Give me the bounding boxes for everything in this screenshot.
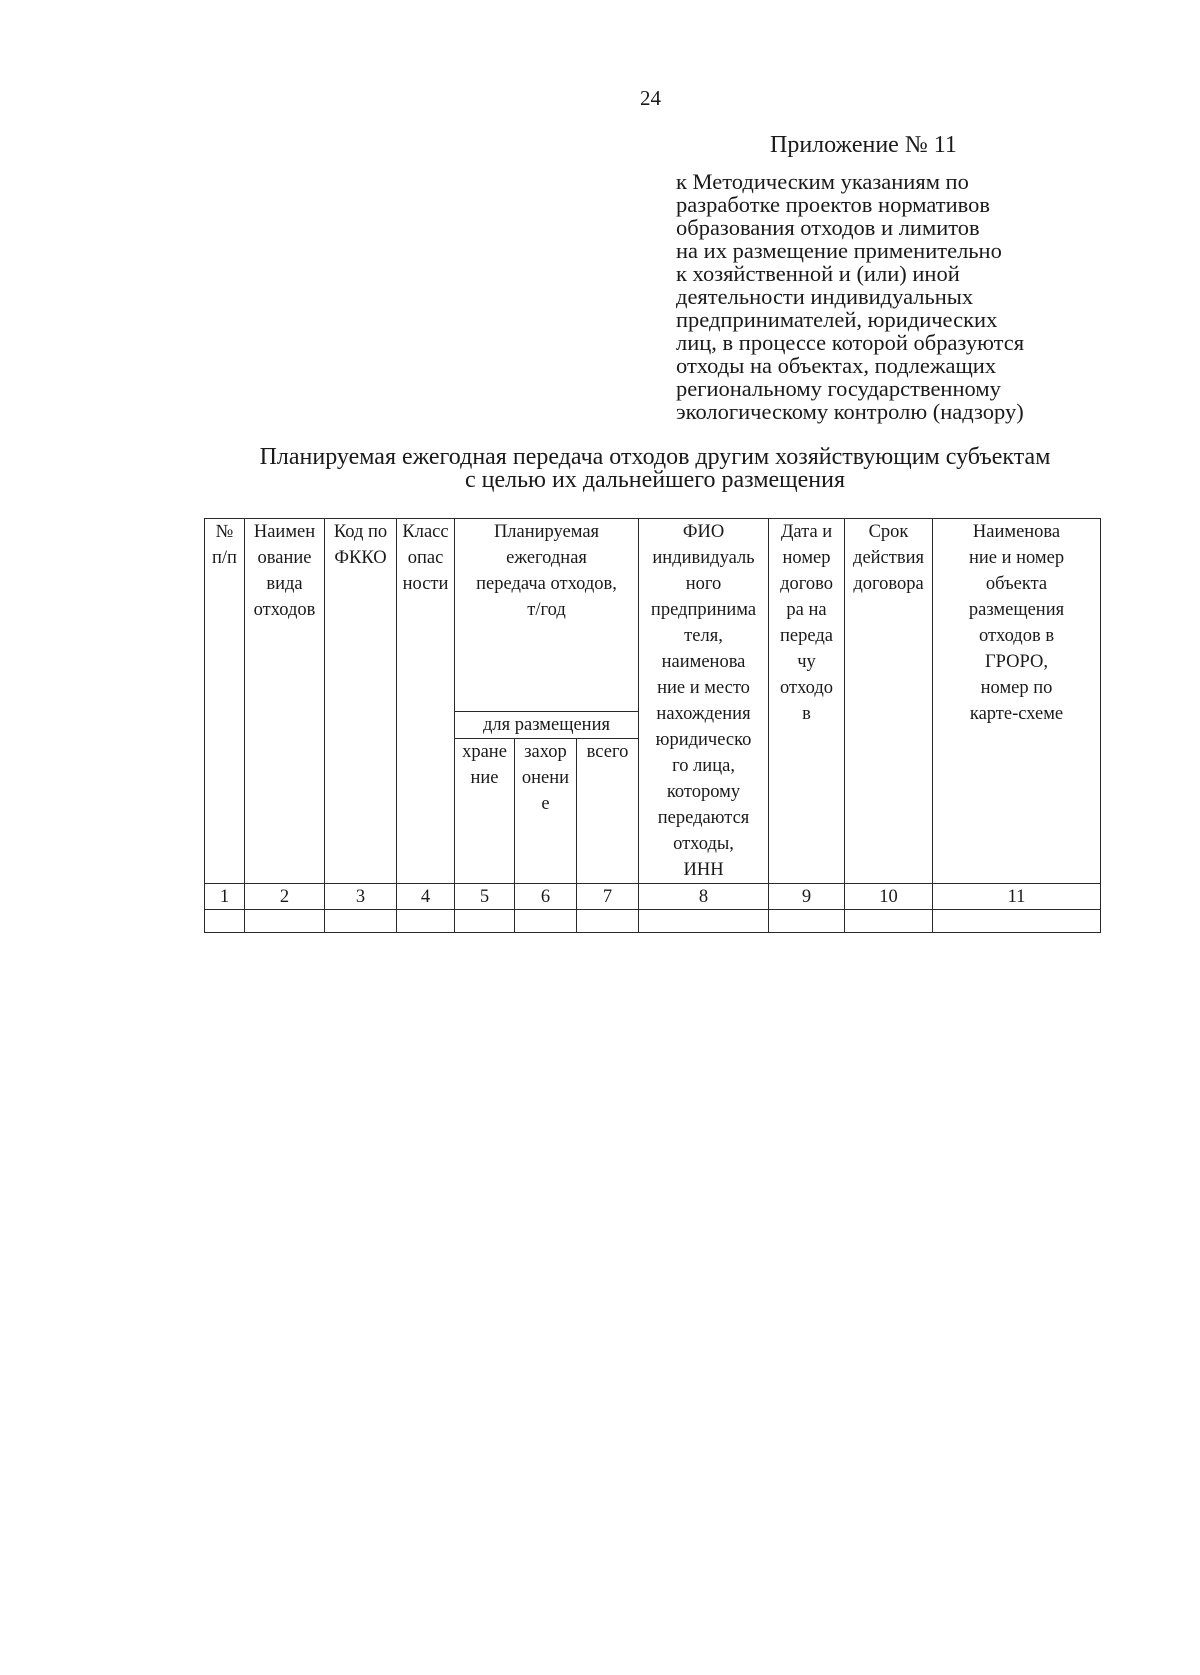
empty-cell: [933, 910, 1101, 933]
empty-cell: [769, 910, 845, 933]
header-line: отходо: [780, 678, 834, 698]
empty-cell: [397, 910, 455, 933]
header-line: ежегодная: [506, 548, 587, 568]
column-number: 10: [845, 884, 933, 910]
header-row-1: [205, 519, 1101, 712]
header-line: ИНН: [683, 860, 724, 880]
page-number: 24: [640, 86, 661, 110]
column-number: 4: [397, 884, 455, 910]
empty-cell: [205, 910, 245, 933]
empty-cell: [845, 910, 933, 933]
appendix-reference-line: к хозяйственной и (или) иной: [676, 261, 960, 286]
appendix-reference-line: предпринимателей, юридических: [676, 307, 998, 332]
empty-cell: [245, 910, 325, 933]
header-line: ГРОРО,: [984, 652, 1049, 672]
header-col-7: [577, 738, 639, 883]
header-line: Класс: [402, 522, 449, 542]
header-line: карте-схеме: [969, 704, 1064, 724]
header-line: Наимен: [253, 522, 316, 542]
header-col-1: [205, 519, 245, 884]
appendix-reference-line: региональному государственному: [676, 376, 1001, 401]
header-line: догово: [780, 574, 833, 594]
header-line: ние и место: [657, 678, 750, 698]
appendix-reference-line: деятельности индивидуальных: [676, 284, 974, 309]
column-number: 9: [769, 884, 845, 910]
column-number: 8: [639, 884, 769, 910]
header-line: захор: [524, 741, 567, 762]
column-number: 6: [515, 884, 577, 910]
header-col-8: [639, 519, 769, 884]
appendix-title: Приложение № 11: [770, 132, 957, 158]
header-line: действия: [853, 548, 924, 568]
header-line: наименова: [661, 652, 746, 672]
empty-cell: [325, 910, 397, 933]
appendix-reference-line: разработке проектов нормативов: [676, 192, 990, 217]
header-line: номер: [782, 548, 831, 568]
header-line: всего: [586, 741, 629, 762]
header-line: Код по: [333, 522, 388, 542]
header-line: п/п: [212, 548, 237, 568]
header-line: размещения: [968, 600, 1065, 620]
header-line: опас: [407, 548, 444, 568]
header-line: ФККО: [334, 548, 387, 568]
header-line: нахождения: [656, 704, 751, 724]
header-col-3: [325, 519, 397, 884]
header-line: ние: [470, 767, 499, 788]
header-group-annual-transfer: [455, 519, 639, 712]
header-line: Планируемая: [493, 522, 600, 542]
header-line: индивидуаль: [652, 548, 755, 568]
appendix-reference-line: экологическому контролю (надзору): [676, 399, 1024, 424]
header-line: которому: [666, 782, 741, 802]
header-col-9: [769, 519, 845, 884]
header-line: ование: [257, 548, 312, 568]
appendix-reference-line: образования отходов и лимитов: [676, 215, 980, 240]
header-line: передаются: [657, 808, 750, 828]
header-line: ние и номер: [968, 548, 1065, 568]
column-number: 3: [325, 884, 397, 910]
header-line: предпринима: [650, 600, 757, 620]
document-title: [200, 446, 1110, 492]
header-line: отходы,: [673, 834, 734, 854]
column-number: 2: [245, 884, 325, 910]
appendix-reference-line: отходы на объектах, подлежащих: [676, 353, 997, 378]
header-line: Дата и: [780, 522, 833, 542]
header-line: Наименова: [972, 522, 1061, 542]
header-line: Срок: [868, 522, 909, 542]
header-line: переда: [780, 626, 833, 646]
header-col-6: [515, 738, 577, 883]
header-line: договора: [853, 574, 924, 594]
header-col-5: [455, 738, 515, 883]
empty-cell: [639, 910, 769, 933]
header-line: ности: [402, 574, 449, 594]
header-line: ного: [685, 574, 722, 594]
empty-cell: [515, 910, 577, 933]
document-title-line-2: с целью их дальнейшего размещения: [464, 467, 846, 493]
empty-cell: [577, 910, 639, 933]
appendix-reference: [676, 170, 1106, 423]
column-number: 5: [455, 884, 515, 910]
header-line: т/год: [527, 600, 566, 620]
header-line: в: [802, 704, 811, 724]
waste-transfer-table: [204, 518, 1101, 933]
header-col-11: [933, 519, 1101, 884]
header-col-4: [397, 519, 455, 884]
appendix-reference-line: к Методическим указаниям по: [676, 169, 969, 194]
header-line: отходов: [253, 600, 316, 620]
header-line: ра на: [786, 600, 827, 620]
header-line: чу: [797, 652, 816, 672]
column-number: 11: [933, 884, 1101, 910]
header-line: отходов в: [978, 626, 1055, 646]
header-line: вида: [266, 574, 303, 594]
header-line: онени: [521, 767, 570, 788]
empty-cell: [455, 910, 515, 933]
header-col-2: [245, 519, 325, 884]
header-col-10: [845, 519, 933, 884]
header-subgroup-placement: для размещения: [455, 711, 639, 738]
header-line: объекта: [985, 574, 1048, 594]
header-line: хране: [462, 741, 507, 762]
header-line: передача отходов,: [476, 574, 617, 594]
header-line: е: [541, 793, 550, 814]
header-line: ФИО: [682, 522, 725, 542]
appendix-reference-line: лиц, в процессе которой образуются: [676, 330, 1025, 355]
header-line: юридическо: [655, 730, 752, 750]
column-number: 7: [577, 884, 639, 910]
header-line: теля,: [684, 626, 723, 646]
header-line: го лица,: [672, 756, 735, 776]
appendix-reference-line: на их размещение применительно: [676, 238, 1002, 263]
document-title-line-1: Планируемая ежегодная передача отходов другим хозяйствующим субъектам: [259, 444, 1051, 470]
column-number-row: [205, 884, 1101, 910]
header-line: №: [215, 522, 234, 542]
header-line: номер по: [980, 678, 1053, 698]
column-number: 1: [205, 884, 245, 910]
table-row: [205, 910, 1101, 933]
